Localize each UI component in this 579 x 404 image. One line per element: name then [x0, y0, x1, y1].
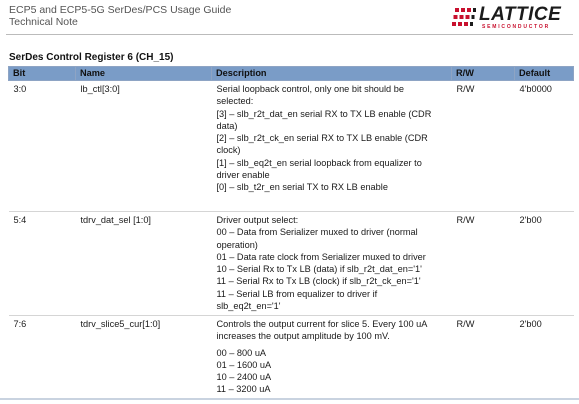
cell-rw: R/W: [452, 316, 515, 399]
cell-name: lb_ctl[3:0]: [76, 81, 212, 212]
table-caption: SerDes Control Register 6 (CH_15): [9, 52, 174, 63]
description-line: Driver output select:: [216, 215, 299, 225]
header-divider: [6, 34, 573, 35]
cell-description: [212, 212, 452, 316]
cell-name: tdrv_slice5_cur[1:0]: [76, 316, 212, 399]
page-bottom-rule: [0, 398, 579, 400]
logo-wordmark: LATTICE: [479, 4, 562, 25]
table-row: [9, 316, 574, 399]
column-header-name: Name: [76, 67, 212, 81]
description-line: 10 – 2400 uA: [216, 372, 272, 383]
cell-default: 2'b00: [515, 316, 574, 399]
description-line: 01 – 1600 uA: [216, 359, 272, 370]
description-line: 00 – 800 uA: [216, 347, 267, 358]
description-line: data): [216, 120, 238, 131]
description-line: increases the output amplitude by 100 mV.: [216, 331, 390, 342]
cell-name: tdrv_dat_sel [1:0]: [76, 212, 212, 316]
cell-bit: 5:4: [9, 212, 76, 316]
description-line: operation): [216, 239, 258, 250]
table-row: [9, 212, 574, 316]
description-line: [3] – slb_r2t_dat_en serial RX to TX LB enable (CDR: [216, 108, 432, 119]
description-line: [2] – slb_r2t_ck_en serial RX to TX LB enable (CDR: [216, 133, 428, 144]
cell-default: 4'b0000: [515, 81, 574, 212]
table-row: [9, 81, 574, 212]
description-line: Controls the output current for slice 5. Every 100 uA: [216, 319, 428, 329]
description-line: selected:: [216, 96, 254, 107]
column-header-description: Description: [212, 67, 452, 81]
description-line: driver enable: [216, 170, 270, 181]
cell-description: [212, 316, 452, 399]
description-line: 11 – 3200 uA: [216, 384, 271, 395]
description-line: 11 – Serial Rx to Tx LB (clock) if slb_r2t_ck_en='1': [216, 276, 421, 287]
description-line: slb_eq2t_en='1': [216, 301, 281, 312]
document-title: ECP5 and ECP5-5G SerDes/PCS Usage Guide: [9, 4, 232, 16]
lattice-logo: [452, 5, 570, 31]
cell-description: [212, 81, 452, 212]
description-line: 01 – Data rate clock from Serializer muxed to driver: [216, 251, 426, 262]
document-subtitle: Technical Note: [9, 16, 78, 28]
description-line: [0] – slb_t2r_en serial TX to RX LB enable: [216, 182, 388, 193]
register-table: [8, 66, 574, 399]
cell-default: 2'b00: [515, 212, 574, 316]
column-header-default: Default: [515, 67, 574, 81]
description-line: 00 – Data from Serializer muxed to driver (normal: [216, 227, 418, 238]
column-header-bit: Bit: [9, 67, 76, 81]
cell-bit: 3:0: [9, 81, 76, 212]
description-line: clock): [216, 145, 241, 156]
description-line: Serial loopback control, only one bit should be: [216, 84, 404, 94]
logo-subtext: SEMICONDUCTOR: [482, 24, 551, 30]
lattice-grid-icon: [452, 8, 476, 26]
cell-bit: 7:6: [9, 316, 76, 399]
description-line: 10 – Serial Rx to Tx LB (data) if slb_r2t_dat_en='1': [216, 264, 422, 275]
table-header-row: [9, 67, 574, 81]
column-header-rw: R/W: [452, 67, 515, 81]
cell-rw: R/W: [452, 81, 515, 212]
description-line: 11 – Serial LB from equalizer to driver if: [216, 288, 378, 299]
description-line: [1] – slb_eq2t_en serial loopback from equalizer to: [216, 157, 422, 168]
cell-rw: R/W: [452, 212, 515, 316]
